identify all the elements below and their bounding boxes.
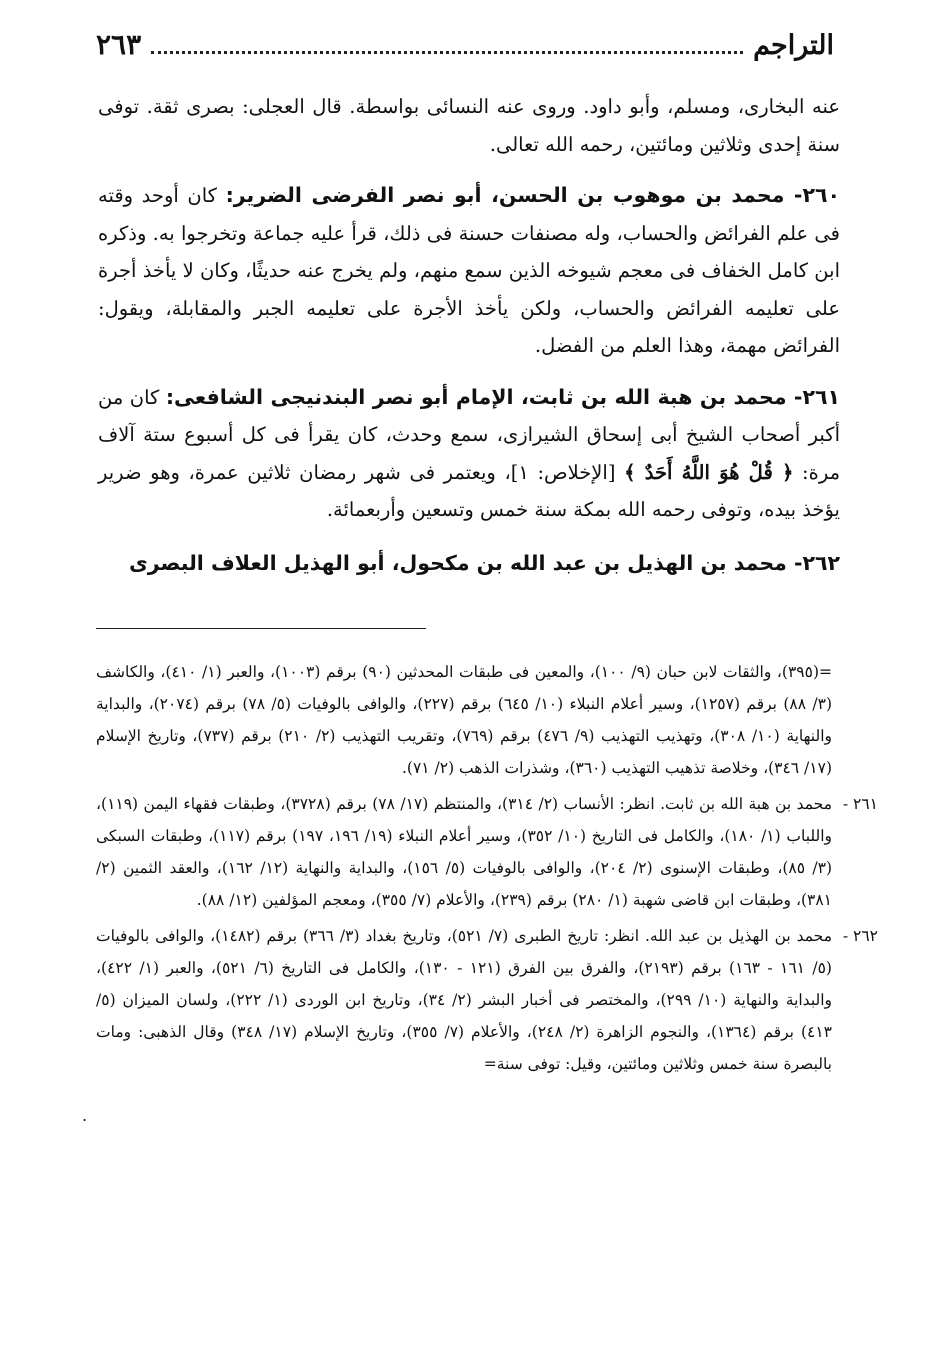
- entry-260: [98, 177, 840, 365]
- entry-261-body-start: كان من أكبر أصحاب الشيخ أبى إسحاق الشيرازى، سمع وحدث، كان يقرأ فى كل أسبوع ستة آلاف مرة:: [98, 385, 841, 484]
- leader-dots: [151, 35, 743, 54]
- entry-261: [98, 379, 840, 529]
- footnote-continuation: [96, 656, 878, 784]
- entry-261-heading: ٢٦١- محمد بن هبة الله بن ثابت، الإمام أبو نصر البندنيجى الشافعى:: [165, 384, 840, 409]
- page-number: ٢٦٣: [96, 28, 142, 61]
- margin-mark: .: [82, 1106, 88, 1125]
- running-head: [96, 28, 834, 74]
- footnote-text: =(٣٩٥)، والثقات لابن حبان (٩/ ١٠٠)، والمعين فى طبقات المحدثين (٩٠) برقم (١٠٠٣)، والعبر (١/ ٤١٠)، والكاشف (٣/ ٨٨) برقم (١٢٥٧)، وسير أعلام النبلاء (١٠/ ٦٤٥) برقم (٢٢٧)، والوافى بالوفيات (٥/ ٧٨) برقم (٢٠٧٤)، والبداية والنهاية (١٠/ ٣٠٨)، وتهذيب التهذيب (٩/ ٤٧٦) برقم (٧٦٩)، وتقريب التهذيب (٢/ ٢١٠) برقم (٧٣٧)، وتاريخ الإسلام (١٧/ ٣٤٦)، وخلاصة تذهيب التهذيب (٣٦٠)، وشذرات الذهب (٢/ ٧١).: [96, 663, 833, 777]
- entry-262: [98, 545, 840, 591]
- footnote-separator: [96, 628, 426, 629]
- entry-261-body-end: [الإخلاص: ١]، ويعتمر فى شهر رمضان ثلاثين عمرة، وهو ضرير يؤخذ بيده، وتوفى رحمه الله بمكة سنة خمس وتسعين وأربعمائة.: [98, 460, 840, 521]
- running-title: التراجم: [753, 30, 834, 61]
- footnote-261: [96, 788, 878, 916]
- quran-verse: ﴿ قُلْ هُوَ اللَّهُ أَحَدٌ ﴾: [624, 460, 794, 484]
- entry-260-heading: ٢٦٠- محمد بن موهوب بن الحسن، أبو نصر الفرضى الضرير:: [225, 183, 840, 207]
- continuation-paragraph: عنه البخارى، ومسلم، وأبو داود. وروى عنه النسائى بواسطة. قال العجلى: بصرى ثقة. توفى سنة إحدى وثلاثين ومائتين، رحمه الله تعالى.: [98, 95, 840, 156]
- footnote-number: ٢٦٢ -: [842, 927, 878, 945]
- footnotes: [96, 656, 878, 1080]
- entry-260-body: كان أوحد وقته فى علم الفرائض والحساب، وله مصنفات حسنة فى ذلك، قرأ عليه جماعة وتخرجوا به. وذكره ابن كامل الخفاف فى معجم شيوخه الذين سمع منهم، ولم يخرج عنه حديثًا، وكان لا يأخذ أجرة على تعليمه الفرائض والحساب، ولكن يأخذ الأجرة على تعليمه الجبر والمقابلة، ويقول: الفرائض مهمة، وهذا العلم من الفضل.: [98, 184, 840, 357]
- footnote-text: محمد بن الهذيل بن عبد الله. انظر: تاريخ الطبرى (٧/ ٥٢١)، وتاريخ بغداد (٣/ ٣٦٦) برقم (١٤٨٢)، والوافى بالوفيات (٥/ ١٦١ - ١٦٣) برقم (٢١٩٣)، والفرق بين الفرق (١٢١ - ١٣٠)، والكامل فى التاريخ (٦/ ٥٢١)، والعبر (١/ ٤٢٢)، والبداية والنهاية (١٠/ ٢٩٩)، والمختصر فى أخبار البشر (٢/ ٣٤)، وتاريخ ابن الوردى (١/ ٢٢٢)، ولسان الميزان (٥/ ٤١٣) برقم (١٣٦٤)، والنجوم الزاهرة (٢/ ٢٤٨)، والأعلام (٧/ ٣٥٥)، وتاريخ الإسلام (١٧/ ٣٤٨) وقال الذهبى: ومات بالبصرة سنة خمس وثلاثين ومائتين، وقيل: توفى سنة=: [96, 927, 833, 1073]
- footnote-text: محمد بن هبة الله بن ثابت. انظر: الأنساب (٢/ ٣١٤)، والمنتظم (١٧/ ٧٨) برقم (٣٧٢٨)، وطبقات فقهاء اليمن (١١٩)، واللباب (١/ ١٨٠)، والكامل فى التاريخ (١٠/ ٣٥٢)، وسير أعلام النبلاء (١٩/ ١٩٦، ١٩٧) برقم (١١٧)، وطبقات السبكى (٣/ ٨٥)، وطبقات الإسنوى (٢/ ٢٠٤)، والوافى بالوفيات (٥/ ١٥٦)، والبداية والنهاية (١٢/ ١٦٢)، والعقد الثمين (٢/ ٣٨١)، وطبقات ابن قاضى شهبة (١/ ٢٨٠) برقم (٢٣٩)، والأعلام (٧/ ٣٥٥)، ومعجم المؤلفين (١٢/ ٨٨).: [96, 795, 833, 909]
- entry-262-heading: ٢٦٢- محمد بن الهذيل بن عبد الله بن مكحول، أبو الهذيل العلاف البصرى: [128, 550, 840, 575]
- footnote-number: ٢٦١ -: [842, 795, 878, 813]
- footnote-262: [96, 920, 878, 1080]
- main-text: [98, 88, 840, 590]
